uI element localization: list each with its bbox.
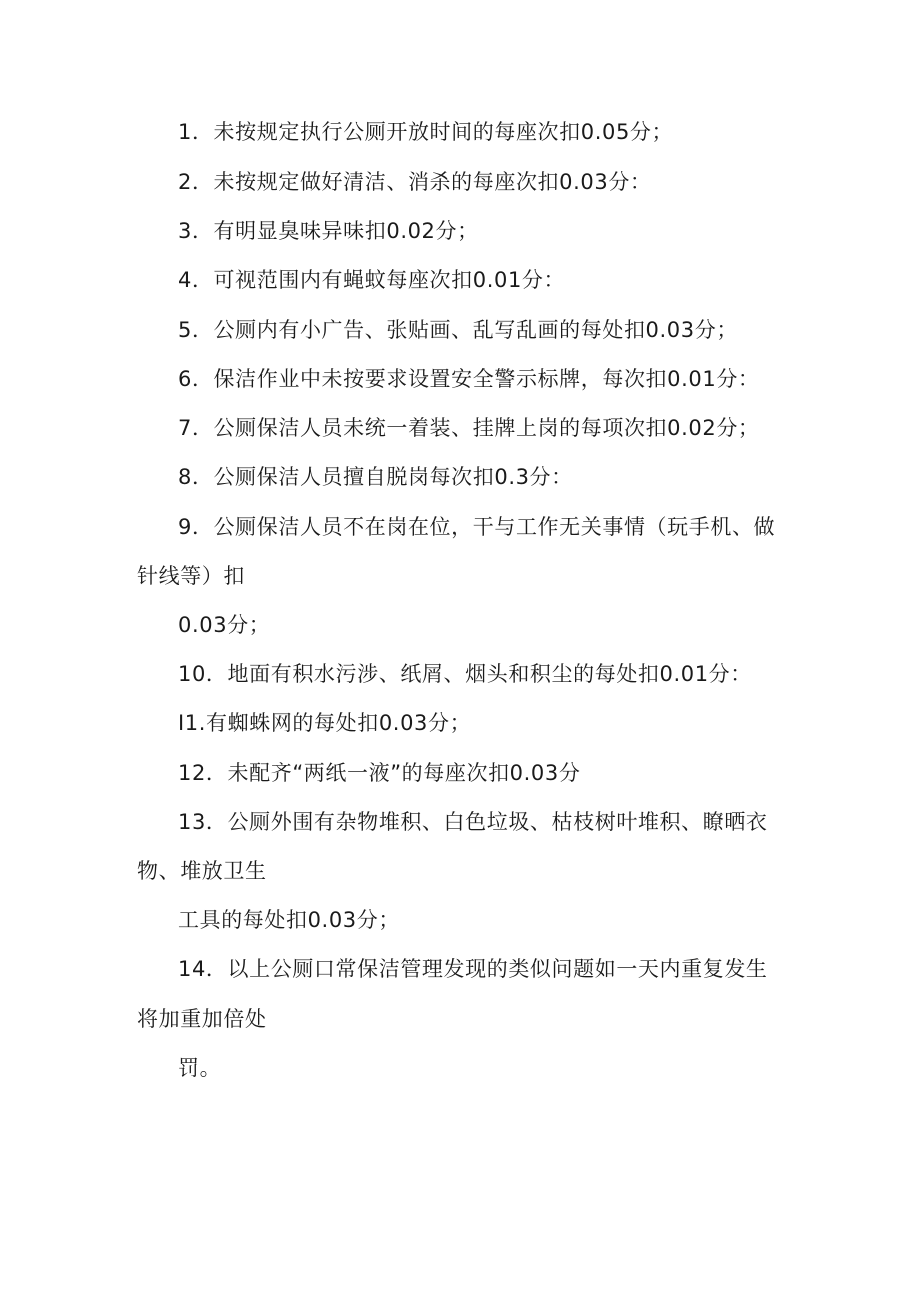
- rule-item-6: 6．保洁作业中未按要求设置安全警示标牌，每次扣0.01分：: [178, 367, 760, 391]
- rule-item-9-line-1: 9．公厕保洁人员不在岗在位，干与工作无关事情（玩手机、做: [178, 515, 776, 539]
- rule-item-9-line-3: 0.03分；: [178, 613, 271, 637]
- rule-item-14-line-2: 将加重加倍处: [137, 1007, 267, 1031]
- rule-item-5: 5．公厕内有小广告、张贴画、乱写乱画的每处扣0.03分；: [178, 318, 738, 342]
- rule-item-13-line-1: 13．公厕外围有杂物堆积、白色垃圾、枯枝树叶堆积、瞭晒衣: [178, 810, 768, 834]
- rule-item-13-line-3: 工具的每处扣0.03分；: [178, 908, 400, 932]
- rule-item-12: 12．未配齐“两纸一液”的每座次扣0.03分: [178, 761, 581, 785]
- rule-item-13-line-2: 物、堆放卫生: [137, 859, 267, 883]
- rule-item-10: 10．地面有积水污涉、纸屑、烟头和积尘的每处扣0.01分：: [178, 662, 752, 686]
- rule-item-2: 2．未按规定做好清洁、消杀的每座次扣0.03分：: [178, 170, 652, 194]
- rule-item-7: 7．公厕保洁人员未统一着装、挂牌上岗的每项次扣0.02分；: [178, 416, 760, 440]
- rule-item-11: I1.有蜘蛛网的每处扣0.03分；: [178, 711, 472, 735]
- rule-item-14-line-1: 14．以上公厕口常保洁管理发现的类似问题如一天内重复发生: [178, 957, 768, 981]
- rule-item-9-line-2: 针线等）扣: [137, 564, 245, 588]
- rule-item-3: 3．有明显臭味异味扣0.02分；: [178, 219, 479, 243]
- rule-item-8: 8．公厕保洁人员擅自脱岗每次扣0.3分：: [178, 465, 573, 489]
- rule-item-1: 1．未按规定执行公厕开放时间的每座次扣0.05分；: [178, 120, 674, 144]
- rule-item-14-line-3: 罚。: [178, 1056, 222, 1080]
- rule-item-4: 4．可视范围内有蝇蚊每座次扣0.01分：: [178, 268, 566, 292]
